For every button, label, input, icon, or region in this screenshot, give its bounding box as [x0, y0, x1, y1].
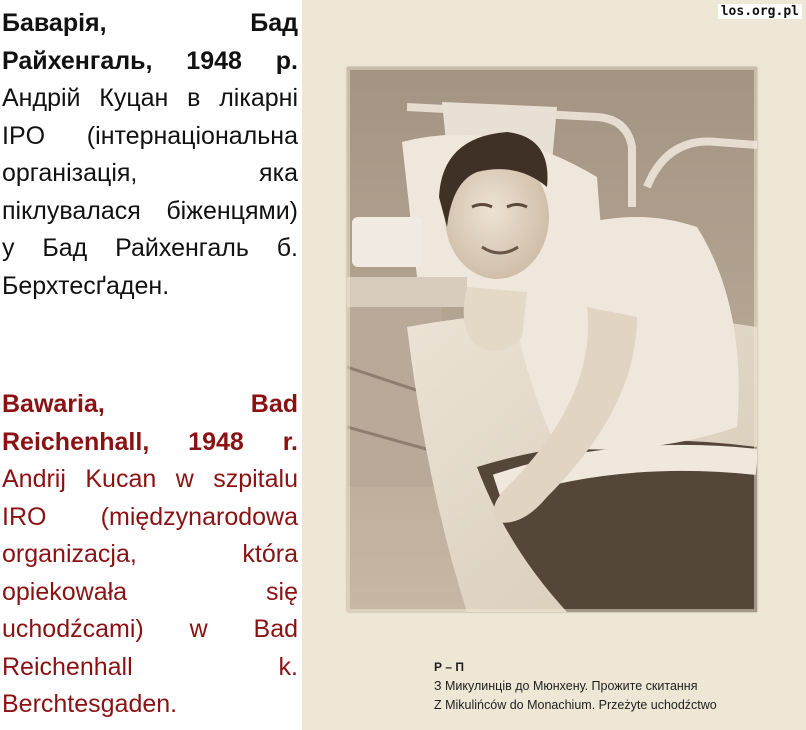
bottom-caption — [434, 658, 804, 715]
caption-line-pl: Z Mikulińców do Monachium. Przeżyte uchodźctwo — [434, 698, 717, 712]
photo-illustration — [347, 67, 757, 612]
caption-line-uk: З Микулинців до Мюнхену. Прожите скитання — [434, 679, 698, 693]
caption-column — [0, 0, 300, 730]
caption-uk-body: Андрій Куцан в лікарні IPO (інтернаціональна організація, яка піклувалася біженцями) у Бад Райхенгаль б. Берхтесґаден. — [2, 84, 298, 300]
caption-pl-body: Andrij Kucan w szpitalu IRO (międzynarodowa organizacja, która opiekowała się uchodźcami) w Bad Reichenhall k. Berchtesgaden. — [2, 465, 298, 718]
caption-code: Р – П — [434, 660, 464, 674]
caption-uk-heading: Баварія, Бад Райхенгаль, 1948 р. — [2, 9, 298, 75]
archive-page — [302, 0, 806, 730]
historic-photo — [347, 67, 757, 612]
caption-ukrainian — [2, 5, 298, 305]
site-label: los.org.pl — [718, 4, 802, 19]
caption-polish — [2, 386, 298, 724]
caption-pl-heading: Bawaria, Bad Reichenhall, 1948 r. — [2, 390, 298, 456]
